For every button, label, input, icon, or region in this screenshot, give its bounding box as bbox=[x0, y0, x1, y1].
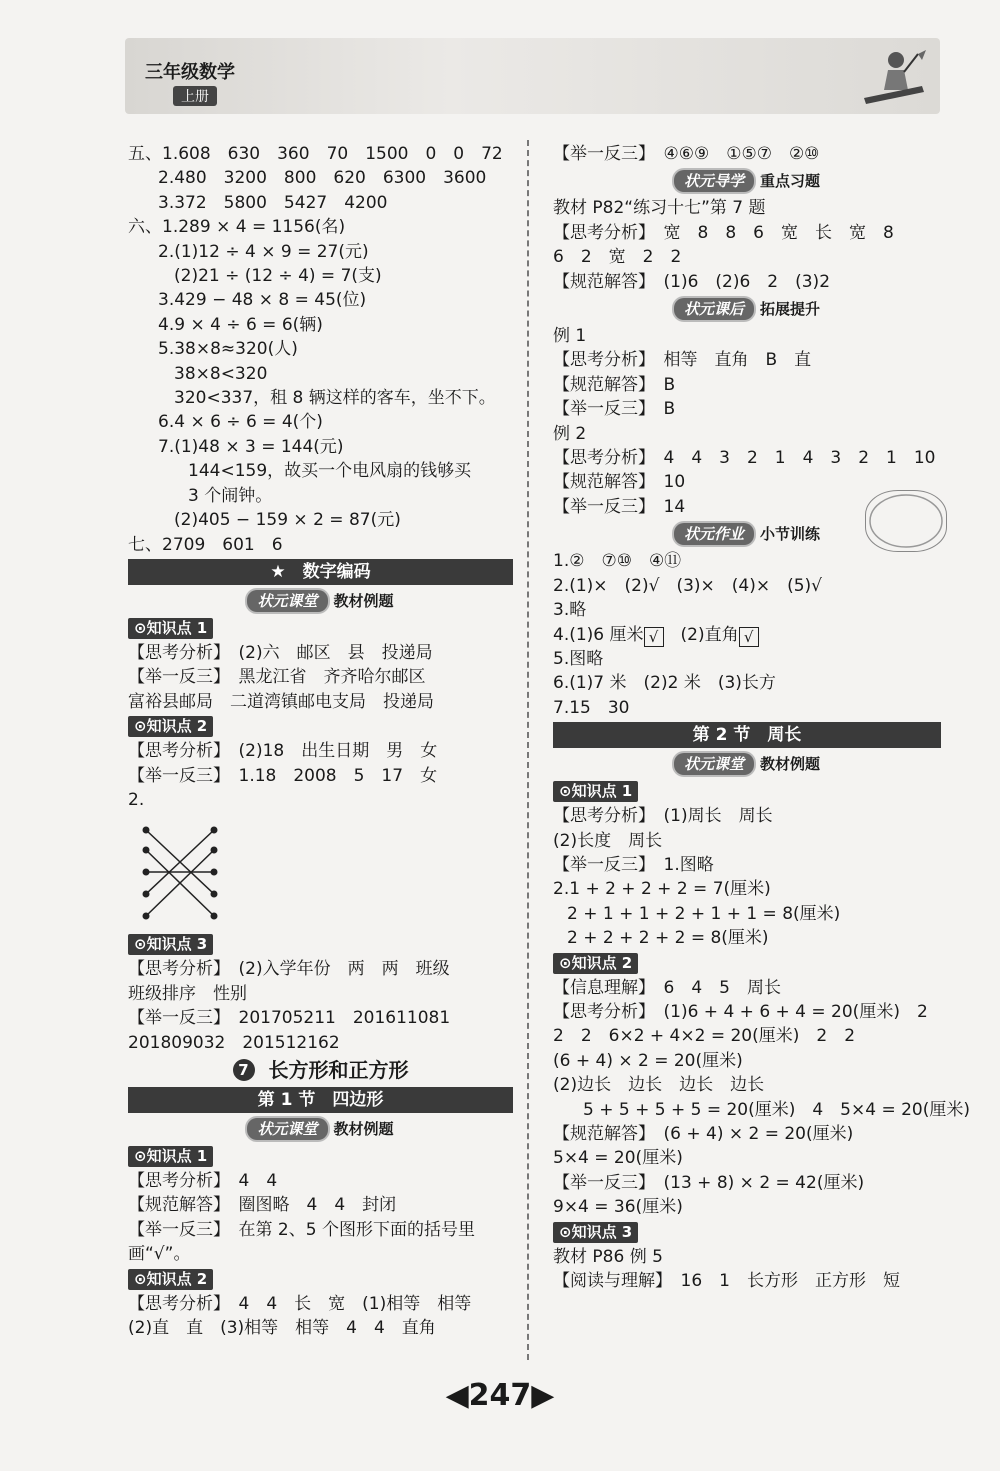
answer-line: 6.(1)7 米 (2)2 米 (3)长方 bbox=[553, 673, 776, 694]
answer-line: 画“√”。 bbox=[128, 1244, 191, 1265]
answer-line: 3.372 5800 5427 4200 bbox=[158, 192, 388, 213]
matching-dot bbox=[143, 827, 150, 834]
answer-line: 2 + 2 + 2 + 2 = 8(厘米) bbox=[567, 928, 769, 949]
answer-line: 2. bbox=[128, 789, 145, 810]
banner-badge: 状元课堂 bbox=[247, 590, 327, 612]
answer-line: 教材 P82“练习十七”第 7 题 bbox=[553, 198, 766, 219]
knowledge-point-label: ⊙知识点 3 bbox=[553, 1222, 638, 1243]
answer-line: 3 个闹钟。 bbox=[188, 485, 273, 506]
answer-line: 【信息理解】 6 4 5 周长 bbox=[553, 977, 781, 998]
column-divider bbox=[527, 140, 529, 1360]
banner-badge: 状元课堂 bbox=[674, 753, 754, 775]
matching-dot bbox=[143, 913, 150, 920]
section-banner bbox=[553, 167, 941, 195]
section-banner bbox=[128, 1115, 513, 1143]
matching-dot bbox=[211, 891, 218, 898]
answer-line: (6 + 4) × 2 = 20(厘米) bbox=[553, 1050, 743, 1071]
knowledge-point-row bbox=[128, 1267, 513, 1292]
answer-line: 2 2 6×2 + 4×2 = 20(厘米) 2 2 bbox=[553, 1026, 856, 1047]
stamp-icon bbox=[865, 490, 947, 552]
book-title: 三年级数学 bbox=[145, 62, 235, 83]
answer-line: 【举一反三】 (13 + 8) × 2 = 42(厘米) bbox=[553, 1172, 865, 1193]
knowledge-point-label: ⊙知识点 2 bbox=[128, 716, 213, 737]
answer-line: 【思考分析】 4 4 长 宽 (1)相等 相等 bbox=[128, 1293, 472, 1314]
line-matching-figure bbox=[128, 812, 238, 930]
section-bar: ★ 数字编码 bbox=[128, 559, 513, 585]
answer-line: 【规范解答】 圈图略 4 4 封闭 bbox=[128, 1195, 397, 1216]
knowledge-point-row bbox=[128, 616, 513, 641]
answer-line: (2)405 − 159 × 2 = 87(元) bbox=[174, 510, 401, 531]
banner-badge: 状元课后 bbox=[674, 298, 754, 320]
answer-line: 【思考分析】 (2)入学年份 两 两 班级 bbox=[128, 959, 450, 980]
answer-line: 例 2 bbox=[553, 423, 587, 444]
answer-line: 38×8<320 bbox=[174, 363, 268, 384]
knowledge-point-label: ⊙知识点 2 bbox=[128, 1269, 213, 1290]
banner-badge: 状元作业 bbox=[674, 523, 754, 545]
answer-line: (2)长度 周长 bbox=[553, 830, 663, 851]
section-banner bbox=[553, 750, 941, 778]
answer-line: 【举一反三】 1.图略 bbox=[553, 854, 714, 875]
knowledge-point-label: ⊙知识点 1 bbox=[553, 781, 638, 802]
answer-line: 1.② ⑦⑩ ④⑪ bbox=[553, 551, 682, 572]
answer-line: 2 + 1 + 1 + 2 + 1 + 1 = 8(厘米) bbox=[567, 903, 841, 924]
answer-line: 144<159，故买一个电风扇的钱够买 bbox=[188, 461, 472, 482]
matching-dot bbox=[211, 827, 218, 834]
answer-line: 例 1 bbox=[553, 326, 587, 347]
answer-line: 5 + 5 + 5 + 5 = 20(厘米) 4 5×4 = 20(厘米) bbox=[583, 1099, 971, 1120]
matching-dot bbox=[143, 869, 150, 876]
mascot-icon bbox=[858, 46, 928, 108]
section-banner bbox=[128, 587, 513, 615]
answer-line: (2)直 直 (3)相等 相等 4 4 直角 bbox=[128, 1318, 436, 1338]
answer-line: 【思考分析】 宽 8 8 6 宽 长 宽 8 bbox=[553, 222, 894, 243]
right-column bbox=[553, 142, 971, 1293]
section-bar: 第 1 节 四边形 bbox=[128, 1087, 513, 1113]
answer-line: 4.9 × 4 ÷ 6 = 6(辆) bbox=[158, 314, 323, 335]
answer-line: 【思考分析】 (1)周长 周长 bbox=[553, 806, 773, 827]
spacer bbox=[664, 625, 681, 645]
answer-line: 【思考分析】 4 4 bbox=[128, 1170, 278, 1191]
answer-line: 班级排序 性别 bbox=[128, 983, 247, 1004]
knowledge-point-row bbox=[553, 1220, 941, 1245]
knowledge-point-row bbox=[553, 951, 941, 976]
section-bar: 第 2 节 周长 bbox=[553, 722, 941, 748]
banner-text: 小节训练 bbox=[760, 525, 821, 544]
chapter-number: 7 bbox=[233, 1059, 255, 1081]
knowledge-point-label: ⊙知识点 2 bbox=[553, 953, 638, 974]
answer-line: 201809032 201512162 bbox=[128, 1032, 340, 1053]
answer-line: 5.图略 bbox=[553, 648, 604, 669]
answer-line: 【思考分析】 (2)六 邮区 县 投递局 bbox=[128, 642, 433, 663]
knowledge-point-row bbox=[128, 714, 513, 739]
matching-diagram bbox=[128, 812, 513, 932]
answer-line: 【举一反三】 ④⑥⑨ ①⑤⑦ ②⑩ bbox=[553, 144, 820, 164]
answer-line: (2)边长 边长 边长 边长 bbox=[553, 1075, 765, 1096]
answer-line: 3.429 − 48 × 8 = 45(位) bbox=[158, 290, 367, 311]
page-header bbox=[125, 38, 940, 114]
answer-line: 【阅读与理解】 16 1 长方形 正方形 短 bbox=[553, 1271, 900, 1292]
answer-line: 6 2 宽 2 2 bbox=[553, 247, 682, 268]
answer-line: 【举一反三】 14 bbox=[553, 496, 686, 517]
answer-line: 【规范解答】 (6 + 4) × 2 = 20(厘米) bbox=[553, 1124, 854, 1144]
page-number: ◀247▶ bbox=[445, 1378, 555, 1413]
answer-line: 【规范解答】 B bbox=[553, 374, 676, 395]
answer-line: 5×4 = 20(厘米) bbox=[553, 1148, 683, 1169]
answer-line: 【思考分析】 4 4 3 2 1 4 3 2 1 10 bbox=[553, 448, 936, 469]
checkbox-mark: √ bbox=[644, 627, 664, 647]
answer-line: 【举一反三】 黑龙江省 齐齐哈尔邮区 bbox=[128, 667, 426, 688]
answer-line: 七、2709 601 6 bbox=[128, 534, 283, 555]
banner-badge: 状元课堂 bbox=[247, 1118, 327, 1140]
matching-dot bbox=[143, 847, 150, 854]
banner-badge: 状元导学 bbox=[674, 170, 754, 192]
answer-line: 教材 P86 例 5 bbox=[553, 1246, 663, 1267]
answer-line: 六、1.289 × 4 = 1156(名) bbox=[128, 217, 346, 238]
answer-text: (2)直角 bbox=[680, 624, 739, 645]
checkbox-mark: √ bbox=[739, 627, 759, 647]
matching-dot bbox=[211, 847, 218, 854]
answer-line: 【举一反三】 201705211 201611081 bbox=[128, 1008, 451, 1029]
matching-dot bbox=[211, 869, 218, 876]
answer-line: 2.(1)× (2)√ (3)× (4)× (5)√ bbox=[553, 575, 823, 596]
answer-line: 7.(1)48 × 3 = 144(元) bbox=[158, 436, 344, 457]
answer-line: 2.(1)12 ÷ 4 × 9 = 27(元) bbox=[158, 241, 369, 262]
book-volume-badge: 上册 bbox=[173, 86, 217, 106]
banner-text: 重点习题 bbox=[760, 172, 821, 191]
section-banner bbox=[553, 295, 941, 323]
answer-line: 【举一反三】 1.18 2008 5 17 女 bbox=[128, 765, 438, 786]
knowledge-point-row bbox=[553, 779, 941, 804]
answer-line: 9×4 = 36(厘米) bbox=[553, 1197, 683, 1218]
banner-text: 拓展提升 bbox=[760, 300, 821, 319]
answer-line: 【举一反三】 在第 2、5 个图形下面的括号里 bbox=[128, 1219, 475, 1240]
answer-line: (2)21 ÷ (12 ÷ 4) = 7(支) bbox=[174, 266, 382, 287]
chapter-name: 长方形和正方形 bbox=[268, 1057, 409, 1082]
matching-dot bbox=[211, 913, 218, 920]
left-column bbox=[128, 142, 513, 1340]
answer-line: 【思考分析】 (1)6 + 4 + 6 + 4 = 20(厘米) 2 bbox=[553, 1001, 928, 1022]
banner-text: 教材例题 bbox=[333, 1119, 394, 1138]
knowledge-point-label: ⊙知识点 1 bbox=[128, 1146, 213, 1167]
answer-line: 【思考分析】 相等 直角 B 直 bbox=[553, 350, 812, 371]
answer-line: 7.15 30 bbox=[553, 697, 630, 718]
answer-line: 3.略 bbox=[553, 600, 587, 621]
answer-line: 6.4 × 6 ÷ 6 = 4(个) bbox=[158, 412, 323, 433]
answer-text: 4.(1)6 厘米 bbox=[553, 624, 644, 645]
answer-line: 五、1.608 630 360 70 1500 0 0 72 bbox=[128, 144, 503, 164]
answer-line: 【举一反三】 B bbox=[553, 399, 676, 420]
matching-dot bbox=[143, 891, 150, 898]
banner-text: 教材例题 bbox=[333, 591, 394, 610]
answer-line: 富裕县邮局 二道湾镇邮电支局 投递局 bbox=[128, 691, 434, 712]
chapter-title bbox=[128, 1055, 513, 1085]
knowledge-point-label: ⊙知识点 1 bbox=[128, 618, 213, 639]
answer-line: 2.1 + 2 + 2 + 2 = 7(厘米) bbox=[553, 879, 771, 900]
answer-line: 2.480 3200 800 620 6300 3600 bbox=[158, 168, 487, 189]
knowledge-point-row bbox=[128, 1144, 513, 1169]
answer-line: 320<337，租 8 辆这样的客车，坐不下。 bbox=[174, 388, 496, 409]
answer-line bbox=[553, 623, 941, 647]
answer-line: 【规范解答】 10 bbox=[553, 472, 686, 493]
answer-line: 【规范解答】 (1)6 (2)6 2 (3)2 bbox=[553, 271, 831, 292]
banner-text: 教材例题 bbox=[760, 755, 821, 774]
knowledge-point-row bbox=[128, 932, 513, 957]
answer-line: 【思考分析】 (2)18 出生日期 男 女 bbox=[128, 741, 438, 762]
knowledge-point-label: ⊙知识点 3 bbox=[128, 934, 213, 955]
answer-line: 5.38×8≈320(人) bbox=[158, 339, 298, 360]
